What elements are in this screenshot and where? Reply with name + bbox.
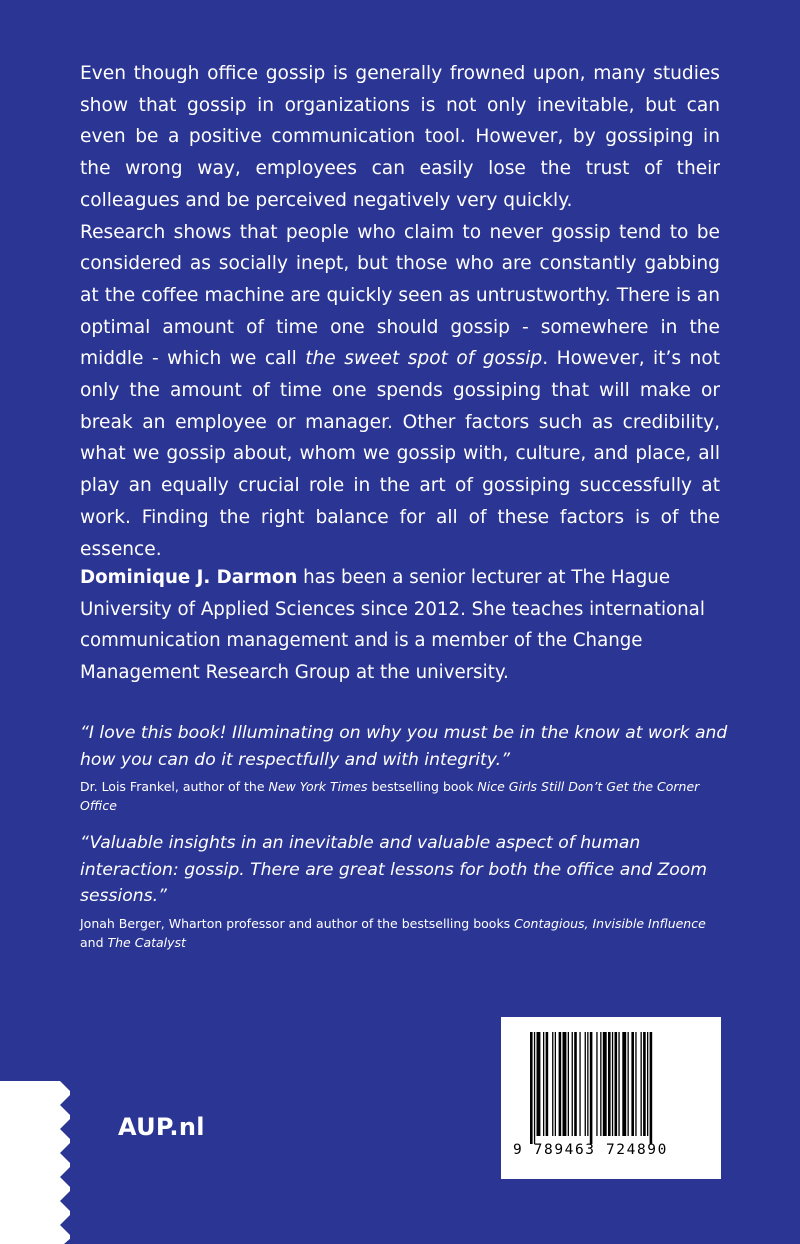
blurb (80, 58, 720, 565)
barcode-bar (631, 1032, 634, 1136)
author-bio (80, 562, 720, 688)
barcode-bar (600, 1032, 601, 1136)
barcode-bar (559, 1032, 562, 1136)
barcode-bar (585, 1032, 586, 1136)
blurb-paragraph: Even though office gossip is generally frowned upon, many studies show that gossip in organizations is not only inevitable, but can even be a positive communication tool. However, by gossiping in the wrong way, employees can easily lose the trust of their colleagues and be perceived negatively very quickly. (80, 63, 720, 211)
barcode-bar (650, 1032, 653, 1144)
barcode-bar (546, 1032, 549, 1136)
quote-attribution (80, 777, 730, 815)
barcode-bar (603, 1032, 607, 1136)
attribution-title: Nice Girls Still Don’t Get the Corner Office (80, 779, 700, 813)
attribution-title: New York Times (268, 779, 368, 794)
barcode-bar (534, 1032, 535, 1144)
attribution-text: and (80, 934, 108, 950)
barcode-bar (635, 1032, 636, 1136)
barcode-bar (612, 1032, 613, 1136)
endorsement-quote (80, 720, 730, 815)
barcode-bar (579, 1032, 580, 1136)
endorsement-quote (80, 830, 730, 952)
barcode-bar (590, 1032, 593, 1144)
barcode-bar (643, 1032, 646, 1136)
blurb-emphasis: the sweet spot of gossip (305, 348, 543, 370)
barcode-bar (622, 1032, 626, 1136)
barcode-bar (530, 1032, 533, 1144)
barcode-bar (587, 1032, 588, 1136)
quote-text: “I love this book! Illuminating on why you must be in the know at work and how you can do it respectfully and with integrity.” (80, 723, 728, 770)
barcode-bar (563, 1032, 567, 1136)
attribution-text: Jonah Berger, Wharton professor and author of the bestselling books (80, 915, 515, 931)
blurb-text: . However, it’s not only the amount of time one spends gossiping that will make or break an employee or manager. Other factors such as credibility, what we gossip about, whom we gossip with, culture, and place, all play an equally crucial role in the art of gossiping successfully at work. Finding the right balance for all of these factors is of the essence. (80, 348, 721, 560)
barcode-bars (530, 1032, 692, 1144)
barcode-bar (596, 1032, 597, 1136)
quote-text: “Valuable insights in an inevitable and valuable aspect of human interaction: gossip. There are great lessons for both the office and Zoom sessions.” (80, 833, 708, 906)
barcode-bar (641, 1032, 642, 1136)
barcode-bar (568, 1032, 569, 1136)
barcode-bar (574, 1032, 577, 1136)
attribution-text: Dr. Lois Frankel, author of the (80, 779, 269, 794)
barcode-bar (537, 1032, 541, 1136)
serrated-edge-graphic (0, 1081, 70, 1244)
isbn-barcode (501, 1017, 721, 1179)
barcode-bar (608, 1032, 611, 1136)
barcode-bar (628, 1032, 629, 1136)
attribution-title: Contagious, Invisible Influence (514, 915, 706, 931)
isbn-number: 9 789463 724890 (513, 1142, 668, 1158)
publisher-website: AUP.nl (118, 1113, 205, 1141)
barcode-bar (618, 1032, 619, 1136)
author-bio-text: has been a senior lecturer at The Hague University of Applied Sciences since 2012. She teaches international communication management and is a member of the Change Management Research Group at the university. (80, 567, 705, 683)
quote-attribution (80, 914, 730, 952)
barcode-bar (555, 1032, 556, 1136)
author-name: Dominique J. Darmon (80, 567, 298, 588)
barcode-bar (543, 1032, 544, 1136)
barcode-bar (615, 1032, 618, 1136)
blurb-text: Research shows that people who claim to never gossip tend to be considered as socially inept, but those who are constantly gabbing at the coffee machine are quickly seen as untrustworthy. There is an optimal amount of time one should gossip - somewhere in the middle - which we call (80, 221, 720, 370)
barcode-bar (572, 1032, 573, 1136)
blurb-paragraph (80, 217, 720, 566)
barcode-bar (552, 1032, 553, 1136)
barcode-bar (647, 1032, 648, 1136)
attribution-text: bestselling book (367, 779, 478, 794)
attribution-title: The Catalyst (107, 934, 186, 950)
